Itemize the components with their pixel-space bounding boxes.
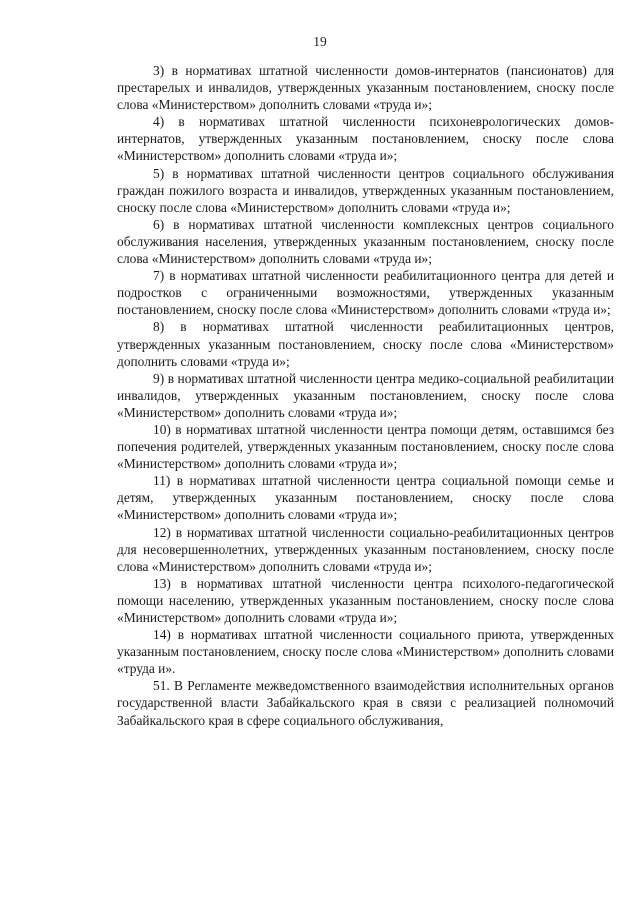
paragraph-item-9: 9) в нормативах штатной численности центра медико-социальной реабилитации инвалидов, утвержденных указанным постановлением, сноску после слова «Министерством» дополнить словами «труда и»;: [117, 370, 614, 420]
paragraph-item-8: 8) в нормативах штатной численности реабилитационных центров, утвержденных указанным постановлением, сноску после слова «Министерством» дополнить словами «труда и»;: [117, 319, 614, 369]
paragraph-item-3: 3) в нормативах штатной численности домов-интернатов (пансионатов) для престарелых и инвалидов, утвержденных указанным постановлением, сноску после слова «Министерством» дополнить словами «труда и»;: [117, 63, 614, 113]
paragraph-item-6: 6) в нормативах штатной численности комплексных центров социального обслуживания населения, утвержденных указанным постановлением, сноску после слова «Министерством» дополнить словами «труда и»;: [117, 216, 614, 267]
paragraph-item-14: 14) в нормативах штатной численности социального приюта, утвержденных указанным постановлением, сноску после слова «Министерством» дополнить словами «труда и».: [117, 627, 614, 677]
page-number: 19: [313, 34, 327, 49]
document-body: [117, 62, 614, 729]
paragraph-item-5: 5) в нормативах штатной численности центров социального обслуживания граждан пожилого возраста и инвалидов, утвержденных указанным постановлением, сноску после слова «Министерством» дополнить словами «труда и»;: [117, 165, 614, 215]
paragraph-section-51: 51. В Регламенте межведомственного взаимодействия исполнительных органов государственной власти Забайкальского края в связи с реализацией полномочий Забайкальского края в сфере социального обслуживания,: [117, 678, 614, 728]
paragraph-item-10: 10) в нормативах штатной численности центра помощи детям, оставшимся без попечения родителей, утвержденных указанным постановлением, сноску после слова «Министерством» дополнить словами «труда и»;: [117, 421, 614, 472]
paragraph-item-7: 7) в нормативах штатной численности реабилитационного центра для детей и подростков с ограниченными возможностями, утвержденных указанным постановлением, сноску после слова «Министерством» дополнить словами «труда и»;: [117, 268, 614, 318]
paragraph-item-4: 4) в нормативах штатной численности психоневрологических домов-интернатов, утвержденных указанным постановлением, сноску после слова «Министерством» дополнить словами «труда и»;: [117, 114, 614, 164]
paragraph-item-13: 13) в нормативах штатной численности центра психолого-педагогической помощи населению, утвержденных указанным постановлением, сноску после слова «Министерством» дополнить словами «труда и»;: [117, 575, 614, 625]
paragraph-item-12: 12) в нормативах штатной численности социально-реабилитационных центров для несовершеннолетних, утвержденных указанным постановлением, сноску после слова «Министерством» дополнить словами «труда и»;: [117, 524, 614, 574]
paragraph-item-11: 11) в нормативах штатной численности центра социальной помощи семье и детям, утвержденных указанным постановлением, сноску после слова «Министерством» дополнить словами «труда и»;: [117, 473, 614, 523]
